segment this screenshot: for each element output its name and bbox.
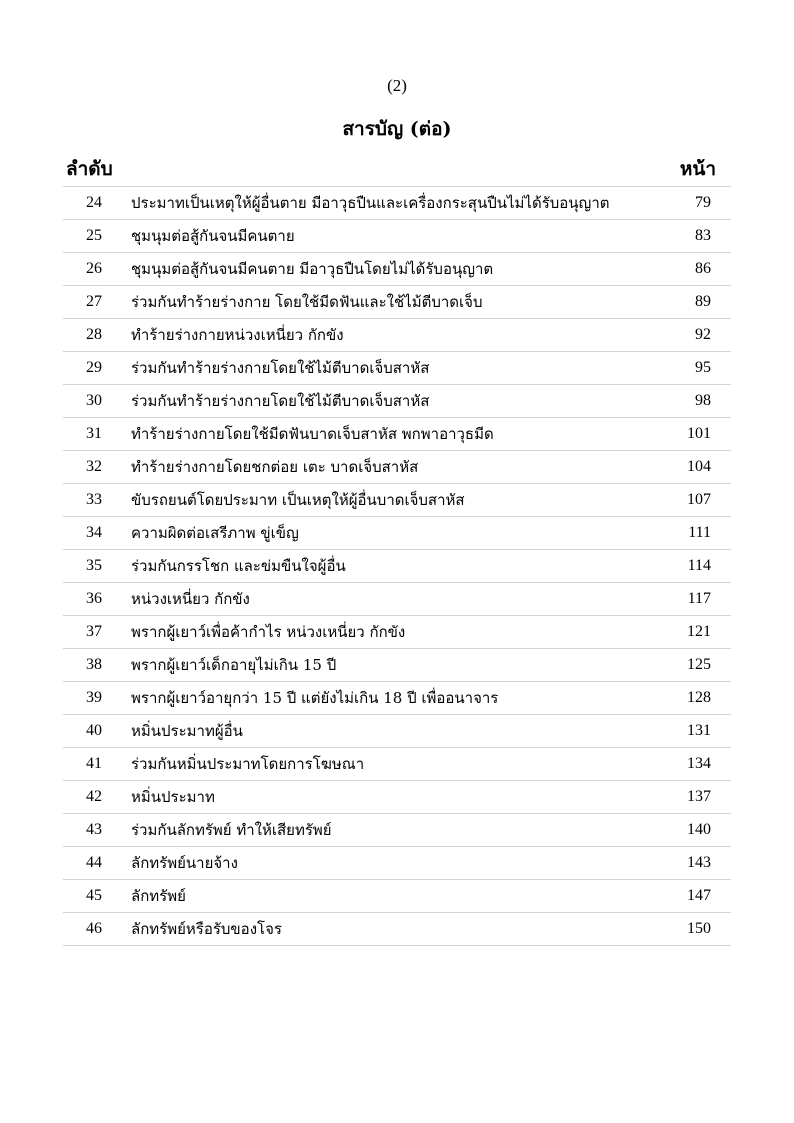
toc-row[interactable]: [63, 385, 731, 418]
toc-number: 42: [86, 788, 102, 805]
toc-title: หมิ่นประมาท: [131, 788, 215, 806]
toc-title: ลักทรัพย์หรือรับของโจร: [131, 920, 282, 938]
toc-row[interactable]: [63, 220, 731, 253]
toc-title: พรากผู้เยาว์อายุกว่า 15 ปี แต่ยังไม่เกิน 18 ปี เพื่ออนาจาร: [131, 689, 499, 707]
page-column-label: หน้า: [679, 158, 716, 180]
toc-page: 147: [687, 887, 711, 904]
toc-row[interactable]: [63, 649, 731, 682]
toc-title: ลักทรัพย์: [131, 887, 186, 905]
toc-row[interactable]: [63, 847, 731, 880]
toc-row[interactable]: [63, 814, 731, 847]
toc-title: ร่วมกันลักทรัพย์ ทำให้เสียทรัพย์: [131, 821, 332, 839]
toc-number: 24: [86, 194, 102, 211]
toc-page: 89: [695, 293, 711, 310]
toc-row[interactable]: [63, 187, 731, 220]
toc-number: 25: [86, 227, 102, 244]
toc-number: 33: [86, 491, 102, 508]
toc-title: ทำร้ายร่างกายหน่วงเหนี่ยว กักขัง: [131, 326, 344, 344]
toc-page: 111: [688, 524, 711, 541]
toc-row[interactable]: [63, 913, 731, 946]
toc-number: 40: [86, 722, 102, 739]
toc-title: ร่วมกันทำร้ายร่างกาย โดยใช้มีดฟันและใช้ไม้ตีบาดเจ็บ: [131, 293, 483, 311]
toc-page: 143: [687, 854, 711, 871]
toc-number: 39: [86, 689, 102, 706]
toc-row[interactable]: [63, 616, 731, 649]
toc-page: 140: [687, 821, 711, 838]
order-column-label: ลำดับ: [66, 158, 113, 180]
toc-row[interactable]: [63, 682, 731, 715]
toc-list: [63, 186, 731, 946]
toc-title: ร่วมกันกรรโชก และข่มขืนใจผู้อื่น: [131, 557, 346, 575]
toc-title: ชุมนุมต่อสู้กันจนมีคนตาย: [131, 227, 295, 245]
toc-row[interactable]: [63, 418, 731, 451]
toc-number: 32: [86, 458, 102, 475]
toc-number: 36: [86, 590, 102, 607]
toc-page: 107: [687, 491, 711, 508]
toc-row[interactable]: [63, 748, 731, 781]
toc-number: 38: [86, 656, 102, 673]
toc-row[interactable]: [63, 484, 731, 517]
toc-page: 125: [687, 656, 711, 673]
toc-page: 101: [687, 425, 711, 442]
toc-number: 44: [86, 854, 102, 871]
toc-number: 43: [86, 821, 102, 838]
toc-number: 27: [86, 293, 102, 310]
toc-row[interactable]: [63, 715, 731, 748]
toc-page: 92: [695, 326, 711, 343]
toc-number: 45: [86, 887, 102, 904]
page-number: (2): [387, 76, 407, 95]
toc-number: 46: [86, 920, 102, 937]
toc-page: 134: [687, 755, 711, 772]
toc-page: 121: [687, 623, 711, 640]
toc-page: 131: [687, 722, 711, 739]
toc-title: พรากผู้เยาว์เพื่อค้ากำไร หน่วงเหนี่ยว กักขัง: [131, 623, 406, 641]
toc-title: ชุมนุมต่อสู้กันจนมีคนตาย มีอาวุธปืนโดยไม่ได้รับอนุญาต: [131, 260, 494, 278]
toc-number: 34: [86, 524, 102, 541]
page-title: สารบัญ (ต่อ): [342, 118, 452, 140]
toc-number: 30: [86, 392, 102, 409]
toc-number: 37: [86, 623, 102, 640]
toc-header: [66, 154, 716, 184]
toc-page: 83: [695, 227, 711, 244]
toc-title: หน่วงเหนี่ยว กักขัง: [131, 590, 250, 608]
toc-row[interactable]: [63, 781, 731, 814]
toc-page: 95: [695, 359, 711, 376]
toc-row[interactable]: [63, 319, 731, 352]
toc-title: หมิ่นประมาทผู้อื่น: [131, 722, 243, 740]
toc-title: ความผิดต่อเสรีภาพ ขู่เข็ญ: [131, 524, 299, 542]
toc-number: 29: [86, 359, 102, 376]
toc-title: ร่วมกันทำร้ายร่างกายโดยใช้ไม้ตีบาดเจ็บสาหัส: [131, 392, 430, 410]
toc-row[interactable]: [63, 352, 731, 385]
toc-title: ทำร้ายร่างกายโดยชกต่อย เตะ บาดเจ็บสาหัส: [131, 458, 419, 476]
toc-page: 79: [695, 194, 711, 211]
toc-number: 26: [86, 260, 102, 277]
toc-page: 137: [687, 788, 711, 805]
toc-page: 128: [687, 689, 711, 706]
toc-number: 35: [86, 557, 102, 574]
toc-number: 28: [86, 326, 102, 343]
toc-row[interactable]: [63, 451, 731, 484]
toc-number: 31: [86, 425, 102, 442]
toc-page: 86: [695, 260, 711, 277]
toc-title: ร่วมกันทำร้ายร่างกายโดยใช้ไม้ตีบาดเจ็บสาหัส: [131, 359, 430, 377]
toc-title: พรากผู้เยาว์เด็กอายุไม่เกิน 15 ปี: [131, 656, 337, 674]
toc-title: ร่วมกันหมิ่นประมาทโดยการโฆษณา: [131, 755, 365, 773]
toc-row[interactable]: [63, 253, 731, 286]
toc-row[interactable]: [63, 550, 731, 583]
toc-title: ลักทรัพย์นายจ้าง: [131, 854, 238, 872]
toc-page: 114: [687, 557, 711, 574]
toc-row[interactable]: [63, 583, 731, 616]
toc-page: 104: [687, 458, 711, 475]
toc-title: ประมาทเป็นเหตุให้ผู้อื่นตาย มีอาวุธปืนและเครื่องกระสุนปืนไม่ได้รับอนุญาต: [131, 194, 610, 212]
toc-page: 150: [687, 920, 711, 937]
toc-page: 117: [687, 590, 711, 607]
toc-row[interactable]: [63, 517, 731, 550]
toc-row[interactable]: [63, 286, 731, 319]
toc-page: 98: [695, 392, 711, 409]
toc-title: ขับรถยนต์โดยประมาท เป็นเหตุให้ผู้อื่นบาดเจ็บสาหัส: [131, 491, 465, 509]
toc-number: 41: [86, 755, 102, 772]
toc-row[interactable]: [63, 880, 731, 913]
toc-title: ทำร้ายร่างกายโดยใช้มีดฟันบาดเจ็บสาหัส พกพาอาวุธมีด: [131, 425, 494, 443]
